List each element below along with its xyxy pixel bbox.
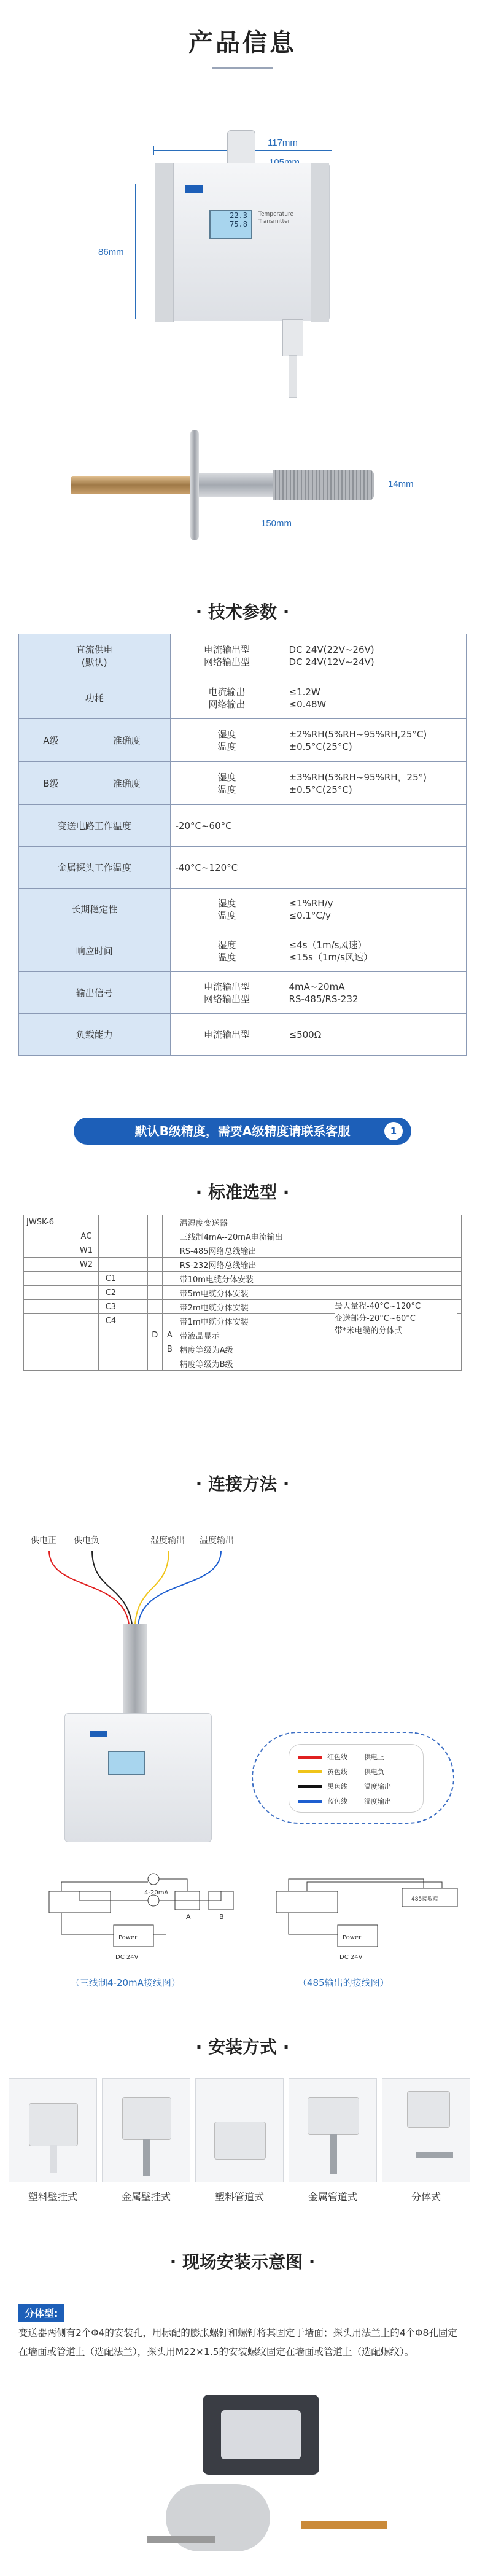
model-description: 精度等级为A级 xyxy=(177,1342,461,1356)
blank xyxy=(123,1243,147,1258)
display-code xyxy=(147,1272,162,1286)
product-image xyxy=(9,2078,97,2182)
table-row xyxy=(19,972,467,1014)
install-label: 金属管道式 xyxy=(308,2191,357,2203)
model-code xyxy=(24,1342,74,1356)
model-code xyxy=(24,1229,74,1243)
spec-label: 长期稳定性 xyxy=(19,889,171,930)
model-code xyxy=(24,1300,74,1314)
dim-14: 14mm xyxy=(388,479,414,489)
product-image xyxy=(289,2078,377,2182)
lcd-line-2: 75.8 xyxy=(230,220,247,228)
title-underline xyxy=(212,67,273,69)
legend-text: 蓝色线 xyxy=(327,1797,347,1805)
dc24v-label: DC 24V xyxy=(340,1954,363,1961)
legend-callout xyxy=(252,1732,454,1824)
banner-number-icon: 1 xyxy=(384,1122,403,1140)
spec-mid: 湿度 温度 xyxy=(170,930,284,972)
table-row xyxy=(24,1229,462,1243)
grade-code xyxy=(162,1229,177,1243)
legend-text: 湿度输出 xyxy=(364,1797,391,1805)
output-code xyxy=(74,1328,98,1342)
spec-mid: 电流输出 网络输出 xyxy=(170,677,284,719)
power-label: Power xyxy=(118,1934,138,1941)
grade-code: B xyxy=(162,1342,177,1356)
wiring-title: · 连接方法 · xyxy=(195,1474,290,1494)
blank xyxy=(123,1215,147,1229)
legend-text: 黑色线 xyxy=(327,1783,347,1791)
model-description: 带10m电缆分体安装 xyxy=(177,1272,461,1286)
wire-label: 温度输出 xyxy=(200,1536,234,1546)
wiring-transmitter xyxy=(64,1713,212,1842)
site-title: · 现场安装示意图 · xyxy=(169,2252,316,2272)
grade-code xyxy=(162,1356,177,1371)
output-code xyxy=(74,1314,98,1328)
product-image xyxy=(102,2078,190,2182)
spec-label: 金属探头工作温度 xyxy=(19,847,171,889)
grade-code xyxy=(162,1300,177,1314)
device-label-line2: Transmitter xyxy=(258,219,290,225)
output-code xyxy=(74,1272,98,1286)
install-label: 金属壁挂式 xyxy=(121,2191,171,2203)
cable-code xyxy=(98,1229,123,1243)
display-code xyxy=(147,1286,162,1300)
display-code xyxy=(147,1243,162,1258)
model-description: 带1m电缆分体安装 xyxy=(177,1314,461,1328)
spec-value: 4mA~20mA RS-485/RS-232 xyxy=(284,972,466,1014)
blank xyxy=(123,1286,147,1300)
display-code: D xyxy=(147,1328,162,1342)
model-description: 带5m电缆分体安装 xyxy=(177,1286,461,1300)
display-code xyxy=(147,1300,162,1314)
selection-title: · 标准选型 · xyxy=(195,1182,290,1202)
table-row xyxy=(19,805,467,847)
model-table xyxy=(23,1215,462,1371)
cable-code xyxy=(98,1328,123,1342)
install-label: 塑料壁挂式 xyxy=(28,2191,77,2203)
install-label: 分体式 xyxy=(411,2191,441,2203)
blank xyxy=(123,1300,147,1314)
site-description: 变送器两侧有2个Φ4的安装孔，用标配的膨胀螺钉和螺钉将其固定于墙面；探头用法兰上的4个Φ8孔固定在墙面或管道上（选配法兰），探头用M22×1.5的安装螺纹固定在墙面或管道上（选配螺纹）。 xyxy=(18,2327,457,2357)
power-label: Power xyxy=(343,1934,362,1941)
spec-mid: 湿度 温度 xyxy=(170,762,284,805)
wire-label: 供电正 xyxy=(31,1536,56,1546)
legend-text: 红色线 xyxy=(327,1753,347,1761)
circuit-4-20ma xyxy=(43,1867,239,1965)
cable-code xyxy=(98,1356,123,1371)
spec-mid: 湿度 温度 xyxy=(170,889,284,930)
table-row xyxy=(19,762,467,805)
table-row xyxy=(19,634,467,677)
spec-label: 负载能力 xyxy=(19,1014,171,1056)
output-code xyxy=(74,1356,98,1371)
lcd-screen xyxy=(209,210,252,239)
spec-label: A级 xyxy=(19,719,83,762)
model-code xyxy=(24,1272,74,1286)
spec-label: 直流供电 (默认) xyxy=(19,634,171,677)
product-image xyxy=(382,2078,470,2182)
output-code xyxy=(74,1215,98,1229)
legend-text: 温度输出 xyxy=(364,1783,391,1791)
blank xyxy=(123,1272,147,1286)
model-description: RS-485网络总线输出 xyxy=(177,1243,461,1258)
blank xyxy=(123,1229,147,1243)
wire-bundle xyxy=(0,1547,485,1627)
legend-text: 供电正 xyxy=(364,1753,384,1761)
model-code xyxy=(24,1356,74,1371)
model-description: 精度等级为B级 xyxy=(177,1356,461,1371)
circuit-485 xyxy=(270,1867,467,1965)
wire-label: 供电负 xyxy=(74,1536,99,1546)
product-image xyxy=(195,2078,284,2182)
accuracy-banner[interactable] xyxy=(74,1118,411,1145)
cable-code xyxy=(98,1243,123,1258)
selection-note: 最大量程-40°C~120°C 变送部分-20°C~60°C 带*米电缆的分体式 xyxy=(335,1301,457,1337)
table-row xyxy=(19,889,467,930)
model-description: 三线制4mA--20mA电流输出 xyxy=(177,1229,461,1243)
output-code xyxy=(74,1286,98,1300)
model-code: JWSK-6 xyxy=(24,1215,74,1229)
grade-code xyxy=(162,1258,177,1272)
transmitter-body xyxy=(155,163,330,321)
table-row xyxy=(19,719,467,762)
table-row xyxy=(19,847,467,889)
spec-label: 响应时间 xyxy=(19,930,171,972)
table-row xyxy=(24,1258,462,1272)
table-row xyxy=(24,1243,462,1258)
grade-code xyxy=(162,1272,177,1286)
cable-code xyxy=(98,1342,123,1356)
spec-label: 变送电路工作温度 xyxy=(19,805,171,847)
dim-117: 117mm xyxy=(268,138,298,148)
blank xyxy=(123,1314,147,1328)
table-row xyxy=(24,1356,462,1371)
table-row xyxy=(24,1215,462,1229)
spec-value: ±2%RH(5%RH~95%RH,25°C) ±0.5°C(25°C) xyxy=(284,719,466,762)
display-code xyxy=(147,1258,162,1272)
display-code xyxy=(147,1356,162,1371)
grade-code xyxy=(162,1314,177,1328)
lcd-line-1: 22.3 xyxy=(230,211,247,220)
spec-value: ≤4s（1m/s风速） ≤15s（1m/s风速） xyxy=(284,930,466,972)
table-row xyxy=(19,930,467,972)
tech-title: · 技术参数 · xyxy=(195,602,290,622)
display-code xyxy=(147,1314,162,1328)
spec-value: -40°C~120°C xyxy=(170,847,466,889)
table-row xyxy=(24,1272,462,1286)
display-code xyxy=(147,1229,162,1243)
banner-text: 默认B级精度，需要A级精度请联系客服 xyxy=(134,1124,351,1138)
cable-code xyxy=(98,1215,123,1229)
grade-code xyxy=(162,1286,177,1300)
spec-value: ≤500Ω xyxy=(284,1014,466,1056)
legend-text: 黄色线 xyxy=(327,1768,347,1776)
spec-label: 准确度 xyxy=(83,719,171,762)
brand-logo xyxy=(185,185,203,193)
cable-code: C4 xyxy=(98,1314,123,1328)
site-installation-image xyxy=(98,2392,387,2570)
spec-value: ±3%RH(5%RH~95%RH，25°) ±0.5°C(25°C) xyxy=(284,762,466,805)
display-code xyxy=(147,1342,162,1356)
output-code: W2 xyxy=(74,1258,98,1272)
dim-150: 150mm xyxy=(261,518,292,529)
caption-4-20ma: （三线制4-20mA接线图） xyxy=(71,1977,180,1988)
spec-mid: 电流输出型 xyxy=(170,1014,284,1056)
legend-text: 供电负 xyxy=(364,1768,384,1776)
rs485-label: 485接收端 xyxy=(411,1896,439,1902)
spec-value: ≤1%RH/y ≤0.1°C/y xyxy=(284,889,466,930)
device-label-line1: Temperature xyxy=(258,211,294,217)
spec-mid: 电流输出型 网络输出型 xyxy=(170,634,284,677)
blank xyxy=(123,1342,147,1356)
grade-code: A xyxy=(162,1328,177,1342)
install-label: 塑料管道式 xyxy=(214,2191,264,2203)
model-code xyxy=(24,1314,74,1328)
blank xyxy=(123,1356,147,1371)
grade-code xyxy=(162,1243,177,1258)
dc24v-label: DC 24V xyxy=(115,1954,139,1961)
spec-mid: 湿度 温度 xyxy=(170,719,284,762)
display-code xyxy=(147,1215,162,1229)
page-title: 产品信息 xyxy=(188,29,297,57)
grade-code xyxy=(162,1215,177,1229)
ma-label: 4-20mA xyxy=(144,1889,169,1896)
spec-value: -20°C~60°C xyxy=(170,805,466,847)
model-code xyxy=(24,1286,74,1300)
cable-code: C1 xyxy=(98,1272,123,1286)
model-code xyxy=(24,1243,74,1258)
cable-code xyxy=(98,1258,123,1272)
model-description: 带液晶显示 xyxy=(177,1328,461,1342)
spec-label: 准确度 xyxy=(83,762,171,805)
blank xyxy=(123,1258,147,1272)
output-code xyxy=(74,1342,98,1356)
model-code xyxy=(24,1258,74,1272)
output-code: AC xyxy=(74,1229,98,1243)
table-row xyxy=(19,677,467,719)
table-row xyxy=(19,1014,467,1056)
model-description: RS-232网络总线输出 xyxy=(177,1258,461,1272)
spec-value: DC 24V(22V~26V) DC 24V(12V~24V) xyxy=(284,634,466,677)
caption-485: （485输出的接线图） xyxy=(298,1977,389,1988)
model-code xyxy=(24,1328,74,1342)
split-type-tag: 分体型: xyxy=(18,2304,64,2322)
a-label: A xyxy=(186,1913,191,1921)
b-label: B xyxy=(219,1913,224,1921)
table-row xyxy=(24,1342,462,1356)
wire-label: 湿度输出 xyxy=(150,1536,185,1546)
cable-code: C2 xyxy=(98,1286,123,1300)
install-title: · 安装方式 · xyxy=(195,2037,290,2057)
output-code xyxy=(74,1300,98,1314)
model-description: 带2m电缆分体安装 xyxy=(177,1300,461,1314)
output-code: W1 xyxy=(74,1243,98,1258)
cable-code: C3 xyxy=(98,1300,123,1314)
spec-table xyxy=(18,634,467,1056)
blank xyxy=(123,1328,147,1342)
model-description: 温湿度变送器 xyxy=(177,1215,461,1229)
dim-86: 86mm xyxy=(98,247,124,257)
spec-label: B级 xyxy=(19,762,83,805)
spec-label: 输出信号 xyxy=(19,972,171,1014)
spec-mid: 电流输出型 网络输出型 xyxy=(170,972,284,1014)
table-row xyxy=(24,1286,462,1300)
spec-value: ≤1.2W ≤0.48W xyxy=(284,677,466,719)
spec-label: 功耗 xyxy=(19,677,171,719)
